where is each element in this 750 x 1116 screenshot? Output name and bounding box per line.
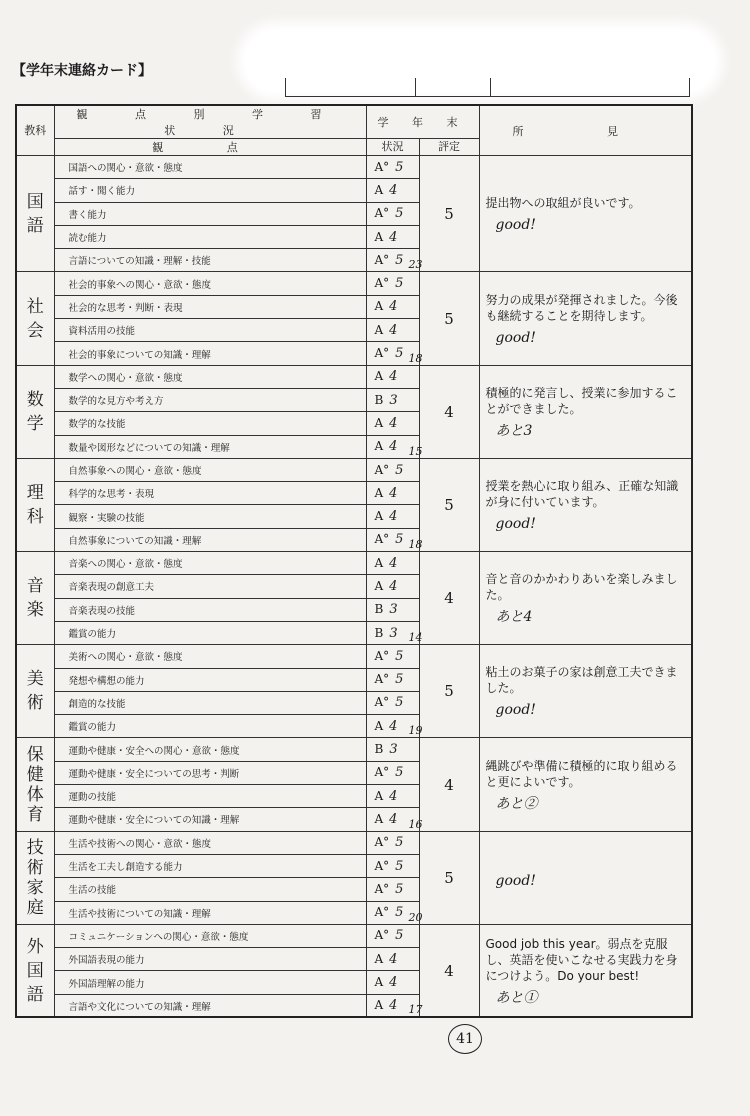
status-grade: A bbox=[374, 415, 384, 430]
handwritten-score: 5 bbox=[395, 252, 404, 268]
handwritten-score: 5 bbox=[395, 765, 404, 781]
viewpoint-item: 数学的な見方や考え方 bbox=[54, 388, 366, 411]
subject-name bbox=[16, 831, 54, 924]
handwritten-score: 4 bbox=[389, 718, 398, 734]
rating-cell: 5 bbox=[419, 272, 479, 365]
subject-char: 学 bbox=[26, 413, 44, 434]
rating-cell: 5 bbox=[419, 458, 479, 551]
subject-char: 国 bbox=[26, 191, 44, 212]
table-row bbox=[16, 645, 692, 668]
status-cell bbox=[366, 225, 419, 248]
header-year-end: 学 年 末 bbox=[366, 105, 479, 139]
status-cell bbox=[366, 575, 419, 598]
status-cell bbox=[366, 668, 419, 691]
viewpoint-item: 読む能力 bbox=[54, 225, 366, 248]
document-title: 【学年末連絡カード】 bbox=[12, 63, 152, 79]
remarks-cell bbox=[479, 924, 692, 1017]
subject-char: 美 bbox=[26, 669, 44, 690]
status-cell bbox=[366, 365, 419, 388]
subject-char: 語 bbox=[26, 215, 44, 236]
handwritten-score: 5 bbox=[395, 672, 404, 688]
header-rating: 評定 bbox=[419, 139, 479, 156]
subject-name bbox=[16, 552, 54, 645]
handwritten-score: 4 bbox=[389, 322, 398, 338]
table-row bbox=[16, 272, 692, 295]
handwritten-score: 3 bbox=[389, 392, 398, 408]
handwritten-score: 5 bbox=[395, 905, 404, 921]
subject-char: 庭 bbox=[26, 897, 44, 918]
handwritten-note: あと② bbox=[495, 795, 538, 812]
subject-char: 育 bbox=[26, 804, 44, 825]
rating-cell: 4 bbox=[419, 365, 479, 458]
status-grade: A° bbox=[374, 159, 390, 174]
status-cell bbox=[366, 342, 423, 365]
viewpoint-item: 数学への関心・意欲・態度 bbox=[54, 365, 366, 388]
status-grade: A° bbox=[374, 532, 390, 547]
handwritten-score: 4 bbox=[389, 555, 398, 571]
status-cell bbox=[366, 505, 419, 528]
subject-name bbox=[16, 924, 54, 1017]
status-grade: A° bbox=[374, 206, 390, 221]
viewpoint-item: 美術への関心・意欲・態度 bbox=[54, 645, 366, 668]
status-cell bbox=[366, 948, 419, 971]
viewpoint-item: 社会的事象についての知識・理解 bbox=[54, 342, 366, 365]
remarks-text: 音と音のかかわりあいを楽しみました。 bbox=[485, 572, 678, 603]
subject-char: 社 bbox=[26, 296, 44, 317]
handwritten-total: 23 bbox=[408, 258, 423, 272]
status-cell bbox=[366, 249, 423, 272]
header-subject: 教科 bbox=[16, 105, 54, 156]
handwritten-score: 4 bbox=[389, 975, 398, 991]
status-cell bbox=[366, 412, 419, 435]
viewpoint-item: 生活の技能 bbox=[54, 878, 366, 901]
viewpoint-item: 鑑賞の能力 bbox=[54, 715, 366, 738]
subject-name bbox=[16, 272, 54, 365]
viewpoint-item: 資料活用の技能 bbox=[54, 319, 366, 342]
viewpoint-item: 観察・実験の技能 bbox=[54, 505, 366, 528]
handwritten-score: 3 bbox=[389, 602, 398, 618]
status-grade: A° bbox=[374, 858, 390, 873]
subject-char: 音 bbox=[26, 576, 44, 597]
rating-cell: 5 bbox=[419, 831, 479, 924]
subject-char: 保 bbox=[26, 744, 44, 765]
viewpoint-item: 国語への関心・意欲・態度 bbox=[54, 156, 366, 179]
handwritten-score: 5 bbox=[395, 159, 404, 175]
status-grade: A bbox=[374, 718, 384, 733]
header-row-1 bbox=[16, 105, 692, 139]
remarks-text: 提出物への取組が良いです。 bbox=[485, 195, 641, 210]
remarks-text: 縄跳びや準備に積極的に取り組めると更によいです。 bbox=[485, 758, 678, 789]
subject-name bbox=[16, 738, 54, 831]
status-grade: A° bbox=[374, 905, 390, 920]
status-cell bbox=[366, 831, 419, 854]
subject-char: 科 bbox=[26, 506, 44, 527]
status-grade: A° bbox=[374, 276, 390, 291]
remarks-text: 粘土のお菓子の家は創意工夫できました。 bbox=[485, 665, 678, 696]
status-grade: A° bbox=[374, 835, 390, 850]
status-grade: A° bbox=[374, 765, 390, 780]
subject-char: 数 bbox=[26, 389, 44, 410]
status-cell bbox=[366, 295, 419, 318]
handwritten-score: 5 bbox=[395, 881, 404, 897]
rating-cell: 5 bbox=[419, 156, 479, 272]
subject-char: 会 bbox=[26, 320, 44, 341]
handwritten-score: 4 bbox=[389, 369, 398, 385]
handwritten-score: 5 bbox=[395, 346, 404, 362]
status-grade: A° bbox=[374, 252, 390, 267]
remarks-text: Good job this year。弱点を克服し、英語を使いこなせる実践力を身につけよう。Do your best! bbox=[485, 936, 678, 983]
status-grade: A° bbox=[374, 672, 390, 687]
viewpoint-item: 音楽表現の創意工夫 bbox=[54, 575, 366, 598]
viewpoint-item: 運動や健康・安全への関心・意欲・態度 bbox=[54, 738, 366, 761]
handwritten-score: 4 bbox=[389, 578, 398, 594]
status-grade: A° bbox=[374, 648, 390, 663]
viewpoint-item: コミュニケーションへの関心・意欲・態度 bbox=[54, 924, 366, 947]
status-grade: A bbox=[374, 811, 384, 826]
handwritten-score: 4 bbox=[389, 811, 398, 827]
status-grade: B bbox=[374, 625, 384, 640]
status-grade: A° bbox=[374, 346, 390, 361]
table-row bbox=[16, 365, 692, 388]
subject-char: 術 bbox=[26, 693, 44, 714]
handwritten-note: good! bbox=[495, 702, 536, 719]
status-cell bbox=[366, 621, 423, 645]
viewpoint-item: 生活や技術への関心・意欲・態度 bbox=[54, 831, 366, 854]
handwritten-total: 16 bbox=[408, 817, 423, 831]
status-cell bbox=[366, 971, 419, 994]
handwritten-total: 19 bbox=[408, 724, 423, 738]
status-grade: A° bbox=[374, 881, 390, 896]
handwritten-note: good! bbox=[495, 515, 536, 532]
status-cell bbox=[366, 901, 423, 924]
subject-char: 外 bbox=[26, 936, 44, 957]
remarks-text: 積極的に発言し、授業に参加することができました。 bbox=[485, 385, 678, 416]
handwritten-note: あと4 bbox=[495, 609, 533, 626]
handwritten-total: 20 bbox=[408, 910, 423, 924]
status-grade: A bbox=[374, 975, 384, 990]
handwritten-score: 4 bbox=[389, 229, 398, 245]
handwritten-score: 5 bbox=[395, 532, 404, 548]
handwritten-score: 4 bbox=[389, 951, 398, 967]
status-grade: A bbox=[374, 182, 384, 197]
status-grade: A bbox=[374, 369, 384, 384]
rating-cell: 4 bbox=[419, 552, 479, 645]
handwritten-score: 5 bbox=[395, 462, 404, 478]
status-cell bbox=[366, 528, 423, 552]
subject-char: 健 bbox=[26, 764, 44, 785]
status-grade: A bbox=[374, 439, 384, 454]
subject-name bbox=[16, 645, 54, 738]
viewpoint-item: 創造的な技能 bbox=[54, 691, 366, 714]
handwritten-score: 4 bbox=[389, 182, 398, 198]
table-row bbox=[16, 738, 692, 761]
viewpoint-item: 社会的な思考・判断・表現 bbox=[54, 295, 366, 318]
status-cell bbox=[366, 738, 419, 761]
status-cell bbox=[366, 202, 419, 225]
handwritten-score: 5 bbox=[395, 206, 404, 222]
handwritten-score: 4 bbox=[389, 509, 398, 525]
handwritten-note: good! bbox=[495, 216, 536, 233]
status-grade: A bbox=[374, 299, 384, 314]
subject-name bbox=[16, 156, 54, 272]
viewpoint-item: 言語や文化についての知識・理解 bbox=[54, 994, 366, 1017]
viewpoint-item: 言語についての知識・理解・技能 bbox=[54, 249, 366, 272]
status-cell bbox=[366, 645, 419, 668]
status-grade: A bbox=[374, 555, 384, 570]
remarks-cell bbox=[479, 272, 692, 365]
rating-cell: 4 bbox=[419, 924, 479, 1017]
remarks-cell bbox=[479, 645, 692, 738]
handwritten-score: 5 bbox=[395, 928, 404, 944]
handwritten-score: 4 bbox=[389, 485, 398, 501]
status-grade: A bbox=[374, 998, 384, 1013]
header-eval: 観 点 別 学 習 状 況 bbox=[54, 105, 366, 139]
status-cell bbox=[366, 458, 419, 481]
subject-name bbox=[16, 458, 54, 551]
viewpoint-item: 鑑賞の能力 bbox=[54, 621, 366, 644]
status-cell bbox=[366, 878, 419, 901]
remarks-cell bbox=[479, 458, 692, 551]
status-cell bbox=[366, 761, 419, 784]
subject-char: 家 bbox=[26, 877, 44, 898]
viewpoint-item: 科学的な思考・表現 bbox=[54, 482, 366, 505]
handwritten-score: 4 bbox=[389, 415, 398, 431]
rating-cell: 4 bbox=[419, 738, 479, 831]
handwritten-score: 5 bbox=[395, 648, 404, 664]
viewpoint-item: 運動や健康・安全についての知識・理解 bbox=[54, 808, 366, 831]
status-cell bbox=[366, 319, 419, 342]
status-grade: A bbox=[374, 509, 384, 524]
viewpoint-item: 数学的な技能 bbox=[54, 412, 366, 435]
viewpoint-item: 数量や図形などについての知識・理解 bbox=[54, 435, 366, 458]
handwritten-note: good! bbox=[495, 329, 536, 346]
handwritten-score: 5 bbox=[395, 695, 404, 711]
status-cell bbox=[366, 435, 423, 458]
handwritten-note: あと3 bbox=[495, 422, 533, 439]
handwritten-score: 5 bbox=[395, 858, 404, 874]
status-cell bbox=[366, 482, 419, 505]
handwritten-score: 3 bbox=[389, 625, 398, 641]
status-grade: B bbox=[374, 392, 384, 407]
subject-char: 技 bbox=[26, 837, 44, 858]
status-cell bbox=[366, 272, 419, 295]
header-status: 状況 bbox=[366, 139, 419, 156]
viewpoint-item: 書く能力 bbox=[54, 202, 366, 225]
handwritten-score: 3 bbox=[389, 742, 398, 758]
status-cell bbox=[366, 808, 423, 831]
page-number: 41 bbox=[448, 1024, 482, 1054]
handwritten-note: good! bbox=[495, 872, 536, 889]
status-cell bbox=[366, 156, 419, 179]
status-grade: A bbox=[374, 485, 384, 500]
subject-char: 理 bbox=[26, 482, 44, 503]
table-row bbox=[16, 831, 692, 854]
subject-char: 術 bbox=[26, 857, 44, 878]
remarks-cell bbox=[479, 156, 692, 272]
viewpoint-item: 外国語理解の能力 bbox=[54, 971, 366, 994]
handwritten-score: 5 bbox=[395, 835, 404, 851]
header-remarks: 所 見 bbox=[479, 105, 692, 156]
status-cell bbox=[366, 785, 419, 808]
viewpoint-item: 社会的事象への関心・意欲・態度 bbox=[54, 272, 366, 295]
remarks-cell bbox=[479, 738, 692, 831]
viewpoint-item: 生活を工夫し創造する能力 bbox=[54, 854, 366, 877]
status-cell bbox=[366, 854, 419, 877]
remarks-cell bbox=[479, 831, 692, 924]
status-cell bbox=[366, 598, 419, 621]
remarks-text: 努力の成果が発揮されました。今後も継続することを期待します。 bbox=[485, 292, 678, 323]
header-viewpoint: 観 点 bbox=[54, 139, 366, 156]
viewpoint-item: 運動や健康・安全についての思考・判断 bbox=[54, 761, 366, 784]
remarks-cell bbox=[479, 552, 692, 645]
status-grade: A bbox=[374, 578, 384, 593]
viewpoint-item: 自然事象についての知識・理解 bbox=[54, 528, 366, 551]
status-cell bbox=[366, 179, 419, 202]
handwritten-note: あと① bbox=[495, 989, 538, 1006]
handwritten-score: 4 bbox=[389, 299, 398, 315]
rating-cell: 5 bbox=[419, 645, 479, 738]
viewpoint-item: 話す・聞く能力 bbox=[54, 179, 366, 202]
status-grade: A° bbox=[374, 695, 390, 710]
status-cell bbox=[366, 715, 423, 738]
viewpoint-item: 発想や構想の能力 bbox=[54, 668, 366, 691]
status-grade: A bbox=[374, 229, 384, 244]
handwritten-total: 14 bbox=[408, 631, 423, 645]
table-row bbox=[16, 552, 692, 575]
handwritten-score: 4 bbox=[389, 439, 398, 455]
subject-name bbox=[16, 365, 54, 458]
subject-char: 体 bbox=[26, 784, 44, 805]
handwritten-total: 17 bbox=[408, 1003, 423, 1017]
handwritten-total: 18 bbox=[408, 538, 423, 552]
status-cell bbox=[366, 994, 423, 1017]
status-grade: A° bbox=[374, 928, 390, 943]
subject-char: 語 bbox=[26, 984, 44, 1005]
status-grade: A bbox=[374, 322, 384, 337]
status-grade: A° bbox=[374, 462, 390, 477]
grades-table bbox=[15, 104, 693, 1018]
table-row bbox=[16, 458, 692, 481]
status-cell bbox=[366, 691, 419, 714]
table-row bbox=[16, 924, 692, 947]
status-grade: A bbox=[374, 951, 384, 966]
viewpoint-item: 音楽表現の技能 bbox=[54, 598, 366, 621]
status-cell bbox=[366, 552, 419, 575]
status-grade: A bbox=[374, 788, 384, 803]
handwritten-total: 18 bbox=[408, 351, 423, 365]
status-grade: B bbox=[374, 602, 384, 617]
viewpoint-item: 生活や技術についての知識・理解 bbox=[54, 901, 366, 924]
subject-char: 国 bbox=[26, 960, 44, 981]
status-cell bbox=[366, 924, 419, 947]
handwritten-score: 4 bbox=[389, 788, 398, 804]
status-grade: B bbox=[374, 742, 384, 757]
remarks-text: 授業を熱心に取り組み、正確な知識が身に付いています。 bbox=[485, 478, 679, 509]
handwritten-total: 15 bbox=[408, 444, 423, 458]
viewpoint-item: 運動の技能 bbox=[54, 785, 366, 808]
subject-char: 楽 bbox=[26, 600, 44, 621]
handwritten-score: 4 bbox=[389, 998, 398, 1014]
viewpoint-item: 自然事象への関心・意欲・態度 bbox=[54, 458, 366, 481]
viewpoint-item: 音楽への関心・意欲・態度 bbox=[54, 552, 366, 575]
viewpoint-item: 外国語表現の能力 bbox=[54, 948, 366, 971]
remarks-cell bbox=[479, 365, 692, 458]
table-row bbox=[16, 156, 692, 179]
status-cell bbox=[366, 388, 419, 411]
student-info-boxes bbox=[285, 78, 690, 97]
handwritten-score: 5 bbox=[395, 276, 404, 292]
